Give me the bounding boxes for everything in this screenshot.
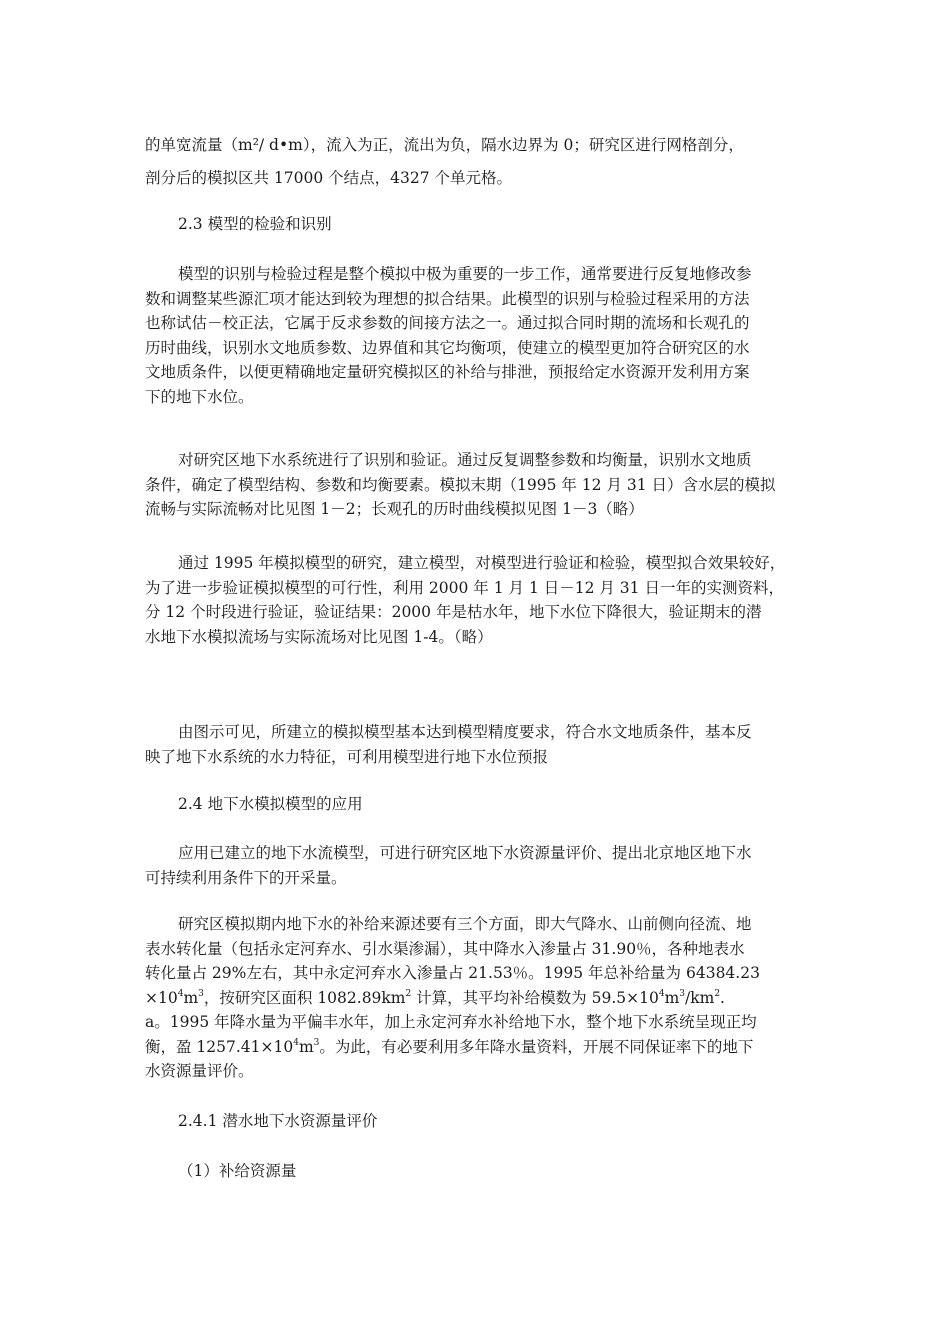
text-line: 历时曲线，识别水文地质参数、边界值和其它均衡项，使建立的模型更加符合研究区的水: [145, 338, 750, 357]
text-line: 剖分后的模拟区共 17000 个结点，4327 个单元格。: [145, 169, 513, 187]
intro-paragraph: [145, 129, 805, 195]
text-line: 也称试估－校正法，它属于反求参数的间接方法之一。通过拟合同时期的流场和长观孔的: [145, 314, 750, 332]
section-heading-2-4-1: 2.4.1 潜水地下水资源量评价: [178, 1112, 378, 1130]
text-line: 数和调整某些源汇项才能达到较为理想的拟合结果。此模型的识别与检验过程采用的方法: [145, 289, 750, 308]
text-line: 模型的识别与检验过程是整个模拟中极为重要的一步工作，通常要进行反复地修改参: [178, 265, 752, 283]
text-line: 水地下水模拟流场与实际流场对比见图 1-4。（略）: [145, 627, 493, 646]
paragraph-model-accuracy: [145, 720, 805, 769]
text-line: 分 12 个时段进行验证，验证结果：2000 年是枯水年，地下水位下降很大，验证期末的潜: [145, 603, 762, 621]
text-line: 应用已建立的地下水流模型，可进行研究区地下水资源量评价、提出北京地区地下水: [178, 844, 752, 862]
text-line: 流畅与实际流畅对比见图 1－2；长观孔的历时曲线模拟见图 1－3（略）: [145, 500, 644, 518]
text-line: 研究区模拟期内地下水的补给来源述要有三个方面，即大气降水、山前侧向径流、地: [178, 915, 752, 933]
text-line: 转化量占 29%左右，其中永定河弃水入渗量占 21.53％。1995 年总补给量为 64384.23: [145, 964, 760, 982]
paragraph-model-identification: [145, 262, 805, 409]
text-line: 水资源量评价。: [145, 1062, 254, 1080]
paragraph-model-validation: [145, 551, 805, 649]
section-heading-2-3: 2.3 模型的检验和识别: [178, 215, 332, 233]
text-line: 通过 1995 年模拟模型的研究，建立模型，对模型进行验证和检验，模型拟合效果较好，: [178, 554, 786, 572]
text-line: 表水转化量（包括永定河弃水、引水渠渗漏），其中降水入渗量占 31.90％，各种地表水: [145, 939, 745, 958]
paragraph-identification-verification: [145, 448, 805, 522]
text-line: $\times 10^4m^3$，按研究区面积 $1082.89km^2$ 计算，其平均补给模数为 $59.5\times 10^4m^3/km^2$.: [145, 988, 725, 1007]
text-line: a。1995 年降水量为平偏丰水年，加上永定河弃水补给地下水，整个地下水系统呈现正均: [145, 1013, 757, 1031]
text-line: 由图示可见，所建立的模拟模型基本达到模型精度要求，符合水文地质条件，基本反: [178, 723, 752, 741]
text-line: 的单宽流量（m²/ d•m），流入为正，流出为负，隔水边界为 0；研究区进行网格剖分，: [145, 136, 744, 154]
text-line: 条件，确定了模型结构、参数和均衡要素。模拟末期（1995 年 12 月 31 日）含水层的模拟: [145, 475, 776, 494]
text-line: 下的地下水位。: [145, 387, 254, 406]
paragraph-recharge-sources: [145, 912, 805, 1084]
paragraph-model-application: [145, 841, 805, 890]
text-line: 衡，盈 $1257.41\times 10^4m^3$。为此，有必要利用多年降水量资料，开展不同保证率下的地下: [145, 1037, 754, 1056]
text-line: 为了进一步验证模拟模型的可行性，利用 2000 年 1 月 1 日－12 月 31 日一年的实测资料，: [145, 578, 784, 597]
text-line: 对研究区地下水系统进行了识别和验证。通过反复调整参数和均衡量，识别水文地质: [178, 451, 752, 469]
subheading-recharge-resources: （1）补给资源量: [178, 1162, 297, 1180]
text-line: 映了地下水系统的水力特征，可利用模型进行地下水位预报: [145, 747, 549, 766]
text-line: 文地质条件，以便更精确地定量研究模拟区的补给与排泄，预报给定水资源开发利用方案: [145, 363, 750, 381]
section-heading-2-4: 2.4 地下水模拟模型的应用: [178, 795, 363, 813]
text-line: 可持续利用条件下的开采量。: [145, 868, 347, 887]
